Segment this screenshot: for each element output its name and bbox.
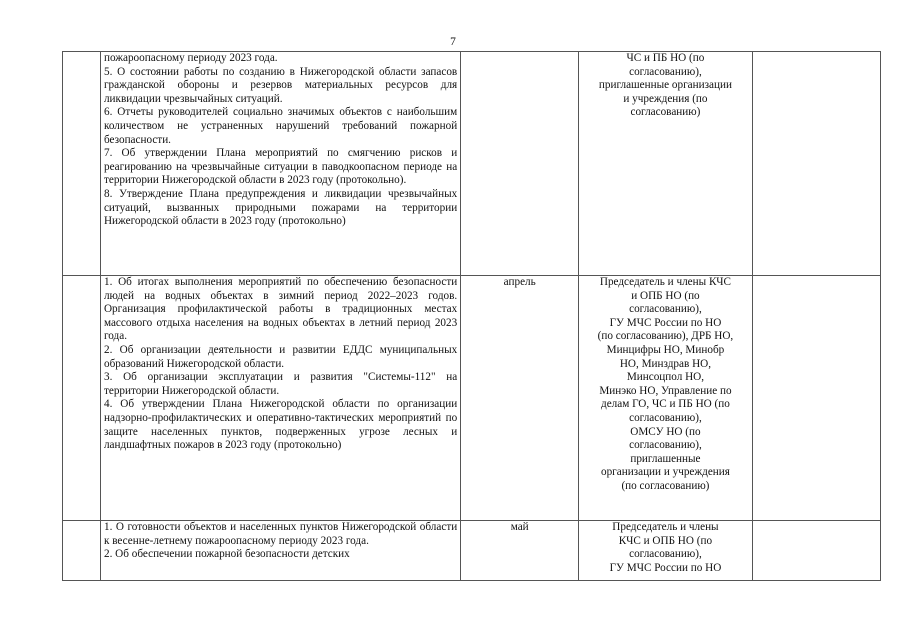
responsible-line: приглашенные — [630, 452, 701, 465]
responsible-line: приглашенные организации — [598, 79, 732, 92]
number-cell — [63, 52, 101, 276]
responsible-line: Минэко НО, Управление по — [599, 384, 732, 397]
month-cell — [461, 52, 579, 276]
topic-item: 3. Об организации эксплуатации и развития "Системы-112" на территории Нижегородской области. — [103, 371, 458, 397]
responsible-cell — [579, 52, 752, 276]
topic-item: 8. Утверждение Плана предупреждения и ликвидации чрезвычайных ситуаций, вызванных природными пожарами на территории Нижегородской области в 2023 году (протокольно) — [103, 187, 458, 228]
responsible-line: согласованию), — [629, 303, 702, 316]
responsible-cell — [579, 521, 752, 581]
number-cell — [63, 276, 101, 521]
responsible-line: ЧС и ПБ НО (по — [626, 52, 705, 64]
responsible-line: и ОПБ НО (по — [631, 289, 700, 302]
responsible-line: организации и учреждения — [600, 466, 730, 479]
note-cell — [752, 276, 880, 521]
responsible-line: делам ГО, ЧС и ПБ НО (по — [601, 398, 730, 411]
responsible-line: КЧС и ОПБ НО (по — [618, 534, 713, 547]
table-row — [63, 521, 881, 581]
month-cell: апрель — [461, 276, 579, 521]
note-cell — [752, 521, 880, 581]
topic-item: 2. Об организации деятельности и развитии ЕДДС муниципальных образований Нижегородской области. — [103, 343, 458, 370]
table-row — [63, 276, 881, 521]
responsible-line: НО, Минздрав НО, — [619, 357, 712, 370]
topic-item: 6. Отчеты руководителей социально значимых объектов с наибольшим количеством не устраненных нарушений требований пожарной безопасности. — [103, 106, 458, 146]
topic-item: 1. О готовности объектов и населенных пунктов Нижегородской области к весенне-летнему пожароопасному периоду 2023 года. — [103, 521, 458, 547]
topic-item: 4. Об утверждении Плана Нижегородской области по организации надзорно-профилактических и оперативно-тактических мероприятий по защите населенных пунктов, подверженных угрозе лесных и ландшафтных пожаров в 2023 году (протокольно) — [103, 398, 458, 452]
responsible-line: ГУ МЧС России по НО — [609, 316, 722, 329]
responsible-line: и учреждения (по — [623, 92, 708, 105]
responsible-line: согласованию) — [630, 106, 701, 119]
responsible-line: согласованию), — [629, 65, 702, 78]
page-number: 7 — [450, 36, 456, 48]
responsible-line: ГУ МЧС России по НО — [609, 561, 722, 574]
number-cell — [63, 521, 101, 581]
table-row — [63, 52, 881, 276]
note-cell — [752, 52, 880, 276]
responsible-cell — [579, 276, 752, 521]
topic-cell — [100, 521, 460, 581]
responsible-line: Председатель и члены КЧС — [599, 276, 731, 288]
topic-item: 2. Об обеспечении пожарной безопасности детских — [103, 548, 350, 561]
topic-cell — [100, 276, 460, 521]
responsible-line: (по согласованию) — [621, 479, 710, 492]
responsible-line: ОМСУ НО (по — [630, 425, 701, 438]
topic-cell — [100, 52, 460, 276]
topic-item: 7. Об утверждении Плана мероприятий по смягчению рисков и реагированию на чрезвычайные ситуации в паводкоопасном периоде на территории Нижегородской области в 2023 году (протокольно). — [103, 147, 458, 187]
responsible-line: Минсоцпол НО, — [626, 371, 705, 384]
topic-item: 5. О состоянии работы по созданию в Нижегородской области запасов гражданской обороны и резервов материальных ресурсов для ликвидации чрезвычайных ситуаций. — [103, 65, 458, 105]
month-cell: май — [461, 521, 579, 581]
topic-item: пожароопасному периоду 2023 года. — [103, 52, 278, 64]
topic-item: 1. Об итогах выполнения мероприятий по обеспечению безопасности людей на водных объектах в зимний период 2022–2023 годов. Организация профилактической работы в традиционных местах массового отдыха населения на водных объектах в летний период 2023 года. — [103, 276, 458, 343]
responsible-line: (по согласованию), ДРБ НО, — [597, 330, 734, 343]
responsible-line: Минцифры НО, Минобр — [606, 343, 725, 356]
plan-table — [62, 51, 881, 581]
responsible-line: Председатель и члены — [612, 521, 719, 533]
responsible-line: согласованию), — [629, 548, 702, 561]
responsible-line: согласованию), — [629, 439, 702, 452]
responsible-line: согласованию), — [629, 411, 702, 424]
